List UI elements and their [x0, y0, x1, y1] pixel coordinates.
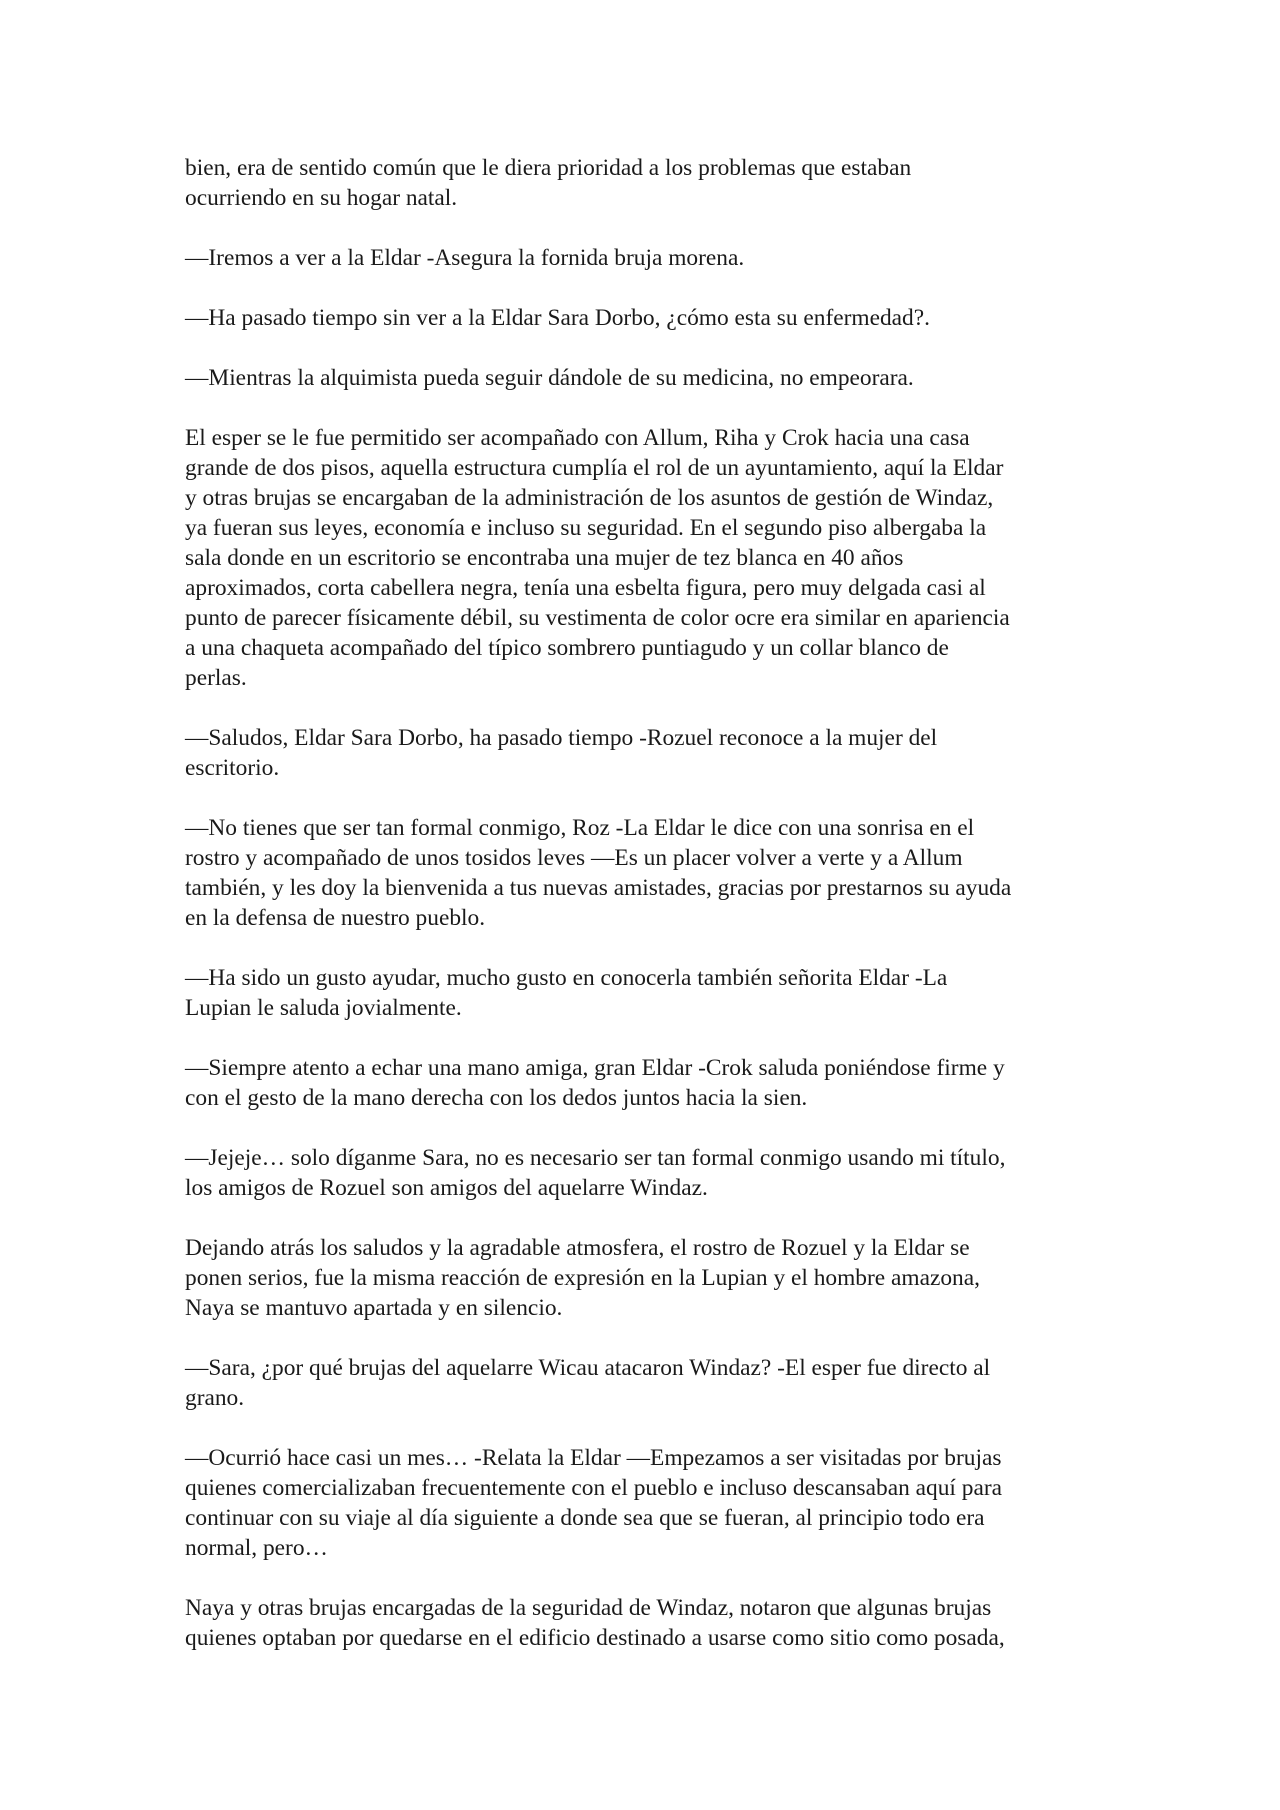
paragraph	[185, 963, 1105, 1023]
paragraph	[185, 1353, 1105, 1413]
text-line: bien, era de sentido común que le diera prioridad a los problemas que estaban	[185, 155, 912, 181]
text-line: aproximados, corta cabellera negra, tenía una esbelta figura, pero muy delgada casi al	[185, 575, 986, 601]
text-line: —No tienes que ser tan formal conmigo, Roz -La Eldar le dice con una sonrisa en el	[185, 815, 975, 841]
text-line: ya fueran sus leyes, economía e incluso su seguridad. En el segundo piso albergaba la	[185, 515, 987, 541]
paragraph	[185, 723, 1105, 783]
text-line: —Saludos, Eldar Sara Dorbo, ha pasado tiempo -Rozuel reconoce a la mujer del	[185, 725, 938, 751]
text-line: sala donde en un escritorio se encontraba una mujer de tez blanca en 40 años	[185, 545, 904, 571]
text-line: ponen serios, fue la misma reacción de expresión en la Lupian y el hombre amazona,	[185, 1265, 980, 1291]
text-line: —Jejeje… solo díganme Sara, no es necesario ser tan formal conmigo usando mi título,	[185, 1145, 1006, 1171]
document-body	[185, 153, 1105, 1683]
paragraph	[185, 153, 1105, 213]
paragraph	[185, 303, 1105, 333]
text-line: —Mientras la alquimista pueda seguir dándole de su medicina, no empeorara.	[185, 365, 914, 391]
text-line: ocurriendo en su hogar natal.	[185, 185, 458, 211]
text-line: y otras brujas se encargaban de la administración de los asuntos de gestión de Windaz,	[185, 485, 994, 511]
text-line: —Sara, ¿por qué brujas del aquelarre Wicau atacaron Windaz? -El esper fue directo al	[185, 1355, 991, 1381]
text-line: perlas.	[185, 665, 247, 691]
text-line: —Iremos a ver a la Eldar -Asegura la fornida bruja morena.	[185, 245, 745, 271]
text-line: escritorio.	[185, 755, 280, 781]
text-line: —Siempre atento a echar una mano amiga, gran Eldar -Crok saluda poniéndose firme y	[185, 1055, 1005, 1081]
paragraph	[185, 1143, 1105, 1203]
text-line: rostro y acompañado de unos tosidos leves —Es un placer volver a verte y a Allum	[185, 845, 963, 871]
text-line: Dejando atrás los saludos y la agradable atmosfera, el rostro de Rozuel y la Eldar se	[185, 1235, 970, 1261]
text-line: los amigos de Rozuel son amigos del aquelarre Windaz.	[185, 1175, 708, 1201]
text-line: Naya se mantuvo apartada y en silencio.	[185, 1295, 563, 1321]
paragraph	[185, 1593, 1105, 1653]
paragraph	[185, 243, 1105, 273]
text-line: continuar con su viaje al día siguiente a donde sea que se fueran, al principio todo era	[185, 1505, 985, 1531]
text-line: El esper se le fue permitido ser acompañado con Allum, Riha y Crok hacia una casa	[185, 425, 970, 451]
text-line: grano.	[185, 1385, 245, 1411]
text-line: Naya y otras brujas encargadas de la seguridad de Windaz, notaron que algunas brujas	[185, 1595, 992, 1621]
paragraph	[185, 813, 1105, 933]
text-line: —Ha pasado tiempo sin ver a la Eldar Sara Dorbo, ¿cómo esta su enfermedad?.	[185, 305, 930, 331]
text-line: grande de dos pisos, aquella estructura cumplía el rol de un ayuntamiento, aquí la Eldar	[185, 455, 1004, 481]
text-line: quienes optaban por quedarse en el edificio destinado a usarse como sitio como posada,	[185, 1625, 1005, 1651]
text-line: normal, pero…	[185, 1535, 328, 1561]
paragraph	[185, 423, 1105, 693]
text-line: a una chaqueta acompañado del típico sombrero puntiagudo y un collar blanco de	[185, 635, 949, 661]
text-line: también, y les doy la bienvenida a tus nuevas amistades, gracias por prestarnos su ayuda	[185, 875, 1012, 901]
text-line: —Ocurrió hace casi un mes… -Relata la Eldar —Empezamos a ser visitadas por brujas	[185, 1445, 1002, 1471]
paragraph	[185, 1443, 1105, 1563]
text-line: —Ha sido un gusto ayudar, mucho gusto en conocerla también señorita Eldar -La	[185, 965, 948, 991]
paragraph	[185, 1053, 1105, 1113]
text-line: punto de parecer físicamente débil, su vestimenta de color ocre era similar en apariencia	[185, 605, 1010, 631]
text-line: quienes comercializaban frecuentemente con el pueblo e incluso descansaban aquí para	[185, 1475, 1002, 1501]
text-line: Lupian le saluda jovialmente.	[185, 995, 462, 1021]
text-line: en la defensa de nuestro pueblo.	[185, 905, 486, 931]
text-line: con el gesto de la mano derecha con los dedos juntos hacia la sien.	[185, 1085, 808, 1111]
paragraph	[185, 363, 1105, 393]
paragraph	[185, 1233, 1105, 1323]
